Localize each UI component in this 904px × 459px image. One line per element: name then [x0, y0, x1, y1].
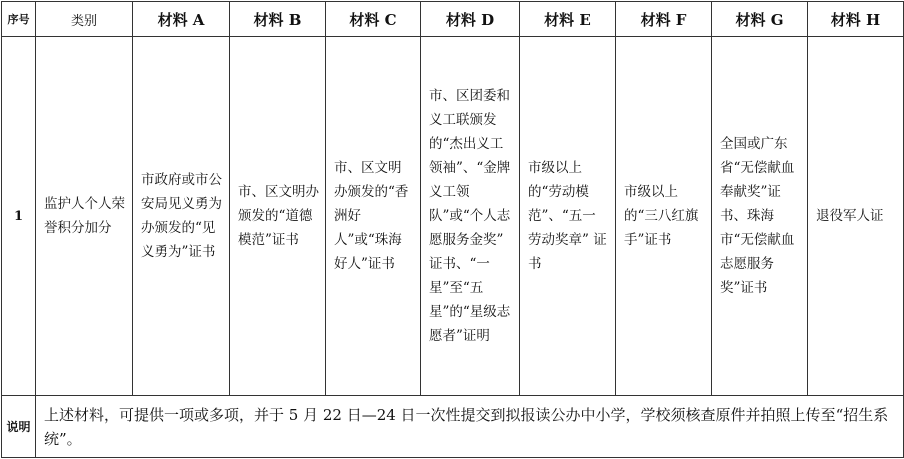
seq-header: 序号: [2, 2, 36, 37]
material-h-header: 材料 H: [808, 2, 904, 37]
material-d-text: 市、区团委和义工联颁发的“杰出义工领袖”、“金牌义工领队”或“个人志愿服务金奖” 证书、“一星”至“五星”的“星级志愿者”证明: [429, 88, 511, 344]
material-d-header: 材料 D: [421, 2, 520, 37]
material-d-cell: [421, 37, 520, 396]
note-text: 上述材料，可提供一项或多项，并于 5 月 22 日—24 日一次性提交到拟报读公办中小学，学校须核查原件并拍照上传至“招生系统”。: [36, 396, 904, 458]
note-label: 说明: [2, 396, 36, 458]
header-row: [2, 2, 904, 37]
material-f-header: 材料 F: [616, 2, 712, 37]
material-c-cell: 市、区文明办颁发的“香洲好人”或“珠海好人”证书: [326, 37, 421, 396]
row-number: 1: [2, 37, 36, 396]
material-a-header: 材料 A: [133, 2, 230, 37]
table-row: [2, 37, 904, 396]
category-cell: 监护人个人荣誉积分加分: [36, 37, 133, 396]
material-e-header: 材料 E: [520, 2, 616, 37]
material-g-header: 材料 G: [712, 2, 808, 37]
material-b-cell: 市、区文明办颁发的“道德模范”证书: [230, 37, 326, 396]
material-b-header: 材料 B: [230, 2, 326, 37]
material-f-cell: 市级以上的“三八红旗手”证书: [616, 37, 712, 396]
material-e-cell: 市级以上的“劳动模范”、“五一劳动奖章” 证书: [520, 37, 616, 396]
note-row: [2, 396, 904, 458]
material-g-cell: 全国或广东省“无偿献血奉献奖”证书、珠海市“无偿献血志愿服务奖”证书: [712, 37, 808, 396]
material-a-cell: 市政府或市公安局见义勇为办颁发的“见义勇为”证书: [133, 37, 230, 396]
material-h-cell: 退役军人证: [808, 37, 904, 396]
category-header: 类别: [36, 2, 133, 37]
materials-table: [1, 1, 904, 458]
material-c-header: 材料 C: [326, 2, 421, 37]
